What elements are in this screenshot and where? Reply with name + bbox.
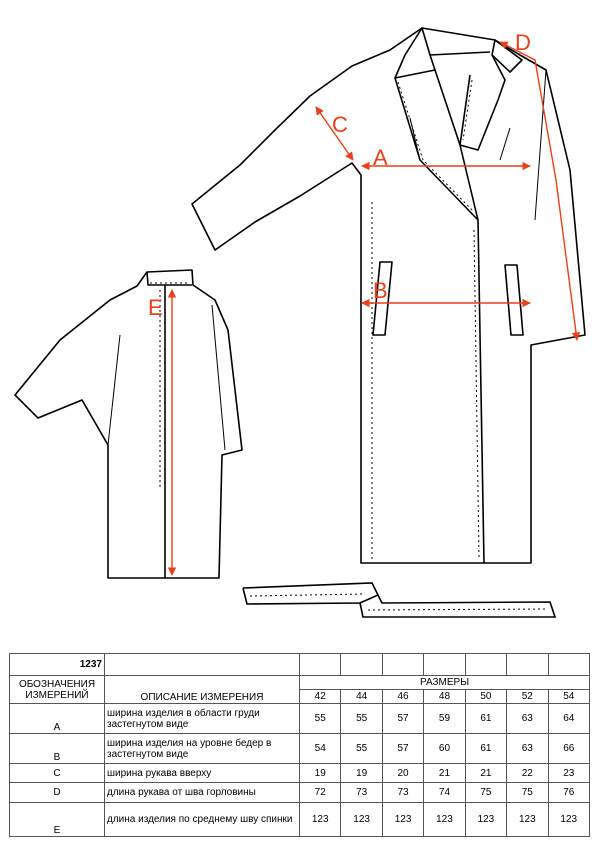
label-a: A xyxy=(373,145,388,170)
measure-code: A xyxy=(10,704,105,734)
value-cell: 21 xyxy=(424,764,465,783)
measure-d-line xyxy=(500,42,577,340)
back-view xyxy=(15,270,242,578)
size-table xyxy=(9,653,590,837)
header-description: ОПИСАНИЕ ИЗМЕРЕНИЯ xyxy=(105,676,300,704)
size-cell: 52 xyxy=(507,690,548,704)
value-cell: 19 xyxy=(341,764,382,783)
value-cell: 55 xyxy=(341,704,382,734)
collar xyxy=(395,28,435,78)
measure-description: длина рукава от шва горловины xyxy=(105,783,300,803)
right-pocket xyxy=(505,265,523,335)
left-lapel xyxy=(395,70,478,220)
measure-description: ширина изделия в области груди застегнутом виде xyxy=(105,704,300,734)
size-cell: 54 xyxy=(548,690,589,704)
value-cell: 66 xyxy=(548,734,589,764)
value-cell: 60 xyxy=(424,734,465,764)
table-header-row xyxy=(10,676,590,690)
value-cell: 63 xyxy=(507,704,548,734)
back-body-outline xyxy=(15,270,242,578)
size-cell: 48 xyxy=(424,690,465,704)
size-cell: 42 xyxy=(300,690,341,704)
value-cell: 59 xyxy=(424,704,465,734)
measure-code: E xyxy=(10,803,105,837)
value-cell: 61 xyxy=(465,704,506,734)
measurement-arrows xyxy=(172,42,577,575)
value-cell: 54 xyxy=(300,734,341,764)
label-c: C xyxy=(332,112,348,137)
measure-code: B xyxy=(10,734,105,764)
value-cell: 20 xyxy=(382,764,423,783)
value-cell: 22 xyxy=(507,764,548,783)
value-cell: 21 xyxy=(465,764,506,783)
value-cell: 64 xyxy=(548,704,589,734)
header-codes: ОБОЗНАЧЕНИЯ ИЗМЕРЕНИЙ xyxy=(10,676,105,704)
measure-code: C xyxy=(10,764,105,783)
value-cell: 61 xyxy=(465,734,506,764)
table-row xyxy=(10,734,590,764)
measure-description: ширина рукава вверху xyxy=(105,764,300,783)
value-cell: 123 xyxy=(300,803,341,837)
model-number: 1237 xyxy=(10,654,105,676)
front-view xyxy=(192,28,585,563)
sizes-title: РАЗМЕРЫ xyxy=(300,676,590,690)
measure-code: D xyxy=(10,783,105,803)
label-d: D xyxy=(515,30,531,55)
value-cell: 23 xyxy=(548,764,589,783)
measurement-labels xyxy=(148,30,531,320)
table-row xyxy=(10,783,590,803)
value-cell: 123 xyxy=(548,803,589,837)
value-cell: 123 xyxy=(382,803,423,837)
label-b: B xyxy=(373,278,388,303)
label-e: E xyxy=(148,295,163,320)
size-cell: 46 xyxy=(382,690,423,704)
size-cell: 50 xyxy=(465,690,506,704)
table-row xyxy=(10,704,590,734)
center-front-line xyxy=(478,220,484,563)
value-cell: 19 xyxy=(300,764,341,783)
value-cell: 57 xyxy=(382,704,423,734)
value-cell: 123 xyxy=(507,803,548,837)
value-cell: 63 xyxy=(507,734,548,764)
size-cell: 44 xyxy=(341,690,382,704)
value-cell: 123 xyxy=(341,803,382,837)
value-cell: 55 xyxy=(341,734,382,764)
table-row xyxy=(10,803,590,837)
value-cell: 123 xyxy=(424,803,465,837)
table-row xyxy=(10,764,590,783)
value-cell: 76 xyxy=(548,783,589,803)
value-cell: 123 xyxy=(465,803,506,837)
belt xyxy=(243,583,555,617)
right-lapel xyxy=(460,55,505,150)
measure-description: ширина изделия на уровне бедер в застегнутом виде xyxy=(105,734,300,764)
value-cell: 72 xyxy=(300,783,341,803)
value-cell: 73 xyxy=(382,783,423,803)
table-row xyxy=(10,654,590,676)
value-cell: 75 xyxy=(507,783,548,803)
value-cell: 74 xyxy=(424,783,465,803)
value-cell: 73 xyxy=(341,783,382,803)
value-cell: 75 xyxy=(465,783,506,803)
measure-description: длина изделия по среднему шву спинки xyxy=(105,803,300,837)
value-cell: 57 xyxy=(382,734,423,764)
value-cell: 55 xyxy=(300,704,341,734)
